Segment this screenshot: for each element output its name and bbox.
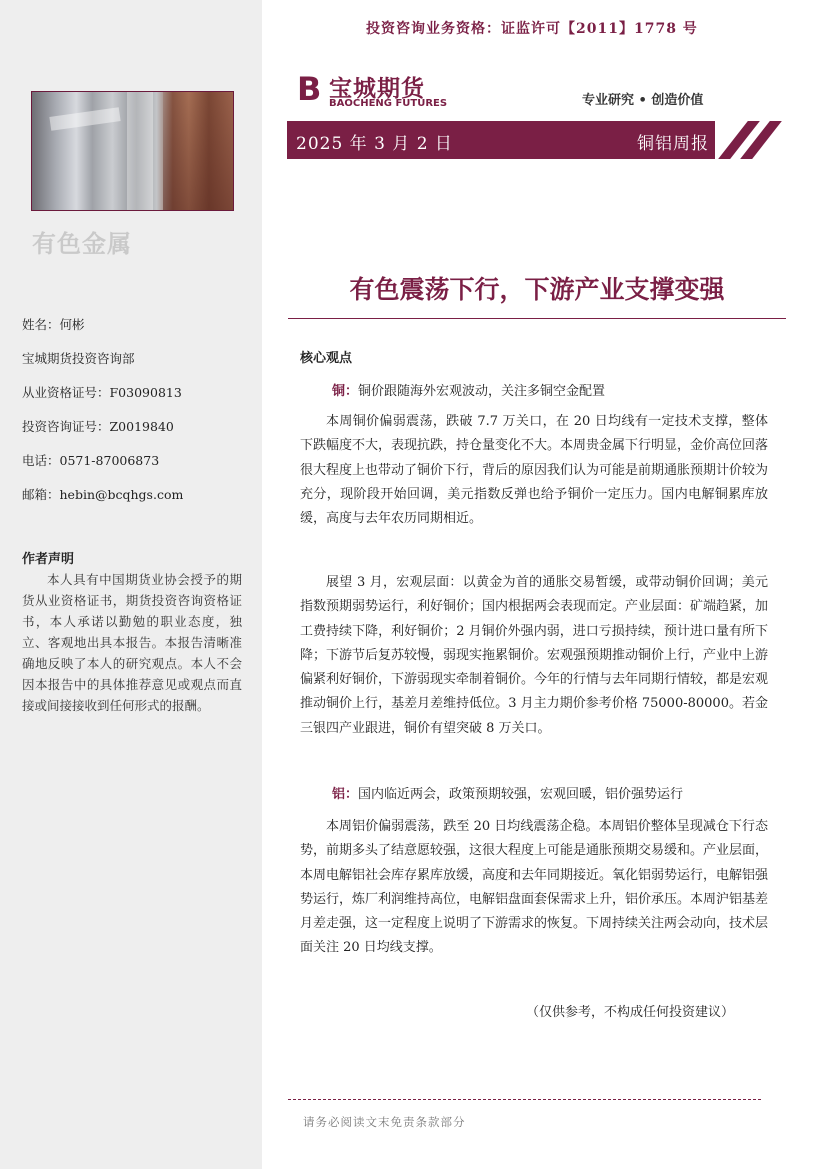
declaration-body: 本人具有中国期货业协会授予的期货从业资格证书，期货投资咨询资格证书，本人承诺以勤勉的职业态度，独立、客观地出具本报告。本报告清晰准确地反映了本人的研究观点。本人不会因本报告中的具体推荐意见或观点而直接或间接接收到任何形式的报酬。 <box>22 572 242 713</box>
aluminum-text-1: 本周铝价偏弱震荡，跌至 20 日均线震荡企稳。本周铝价整体呈现减仓下行态势，前期多头了结意愿较强，这很大程度上可能是通胀预期交易缓和。产业层面，本周电解铝社会库存累库放缓，高度和去年同期接近。氧化铝弱势运行，电解铝强势运行，炼厂利润维持高位，电解铝盘面套保需求上升，铝价承压。本周沪铝基差月差走强，这一定程度上说明了下游需求的恢复。下周持续关注两会动向，技术层面关注 20 日均线支撑。 <box>300 819 769 956</box>
footer-divider <box>288 1099 761 1100</box>
email: 邮箱：hebin@bcqhgs.com <box>22 487 184 502</box>
qualification-number: 从业资格证号：F03090813 <box>22 385 182 400</box>
analyst-contact <box>22 316 183 520</box>
aluminum-paragraph <box>300 815 768 961</box>
metal-cover-image <box>31 91 234 211</box>
disclaimer: （仅供参考，不构成任何投资建议） <box>526 1005 735 1020</box>
copper-text-1: 本周铜价偏弱震荡，跌破 7.7 万关口，在 20 日均线有一定技术支撑，整体下跌幅度不大，表现抗跌，持仓量变化不大。本周贵金属下行明显，金价高位回落很大程度上也带动了铜价下行，背后的原因我们认为可能是前期通胀预期计价较为充分，现阶段开始回调，美元指数反弹也给予铜价一定压力。国内电解铜累库放缓，高度与去年农历同期相近。 <box>300 414 769 527</box>
footer-note: 请务必阅读文末免责条款部分 <box>303 1115 466 1129</box>
aluminum-summary-text: 国内临近两会，政策预期较强，宏观回暖，铝价强势运行 <box>358 787 684 802</box>
slogan: 专业研究 • 创造价值 <box>582 93 704 108</box>
copper-paragraph-2 <box>300 571 768 741</box>
copper-summary <box>332 380 605 399</box>
section-title: 核心观点 <box>300 351 353 366</box>
phone: 电话：0571-87006873 <box>22 453 160 468</box>
copper-text-2: 展望 3 月，宏观层面：以黄金为首的通胀交易暂缓，或带动铜价回调；美元指数预期弱势运行，利好铜价；国内根据两会表现而定。产业层面：矿端趋紧，加工费持续下降，利好铜价；2 月铜价外强内弱，进口亏损持续，预计进口量有所下降；下游节后复苏较慢，弱现实拖累铜价。宏观强预期推动铜价上行，产业中上游偏紧利好铜价，下游弱现实牵制着铜价。今年的行情与去年同期行情较，都是宏观推动铜价上行，基差月差维持低位。3 月主力期价参考价格 75000-80000。若金三银四产业跟进，铜价有望突破 8 万关口。 <box>300 575 769 736</box>
report-type: 铜铝周报 <box>637 134 709 154</box>
aluminum-summary <box>332 783 683 802</box>
date-banner <box>287 121 715 159</box>
logo-chinese: 宝城期货 <box>329 75 425 102</box>
declaration-title: 作者声明 <box>22 552 75 567</box>
copper-label: 铜： <box>332 384 359 399</box>
logo-english: BAOCHENG FUTURES <box>329 98 448 109</box>
headline: 有色震荡下行，下游产业支撑变强 <box>349 275 725 304</box>
baocheng-logo-icon: B <box>297 70 322 108</box>
report-date: 2025 年 3 月 2 日 <box>296 134 453 154</box>
aluminum-label: 铝： <box>332 787 359 802</box>
copper-paragraph-1 <box>300 410 768 531</box>
copper-summary-text: 铜价跟随海外宏观波动，关注多铜空金配置 <box>358 384 606 399</box>
category-label: 有色金属 <box>32 230 132 258</box>
qualification-line: 投资咨询业务资格：证监许可【2011】1778 号 <box>366 21 698 37</box>
analyst-name: 姓名：何彬 <box>22 317 85 332</box>
consulting-number: 投资咨询证号：Z0019840 <box>22 419 174 434</box>
title-divider <box>288 318 786 319</box>
analyst-department: 宝城期货投资咨询部 <box>22 351 135 366</box>
sidebar <box>0 0 262 1169</box>
